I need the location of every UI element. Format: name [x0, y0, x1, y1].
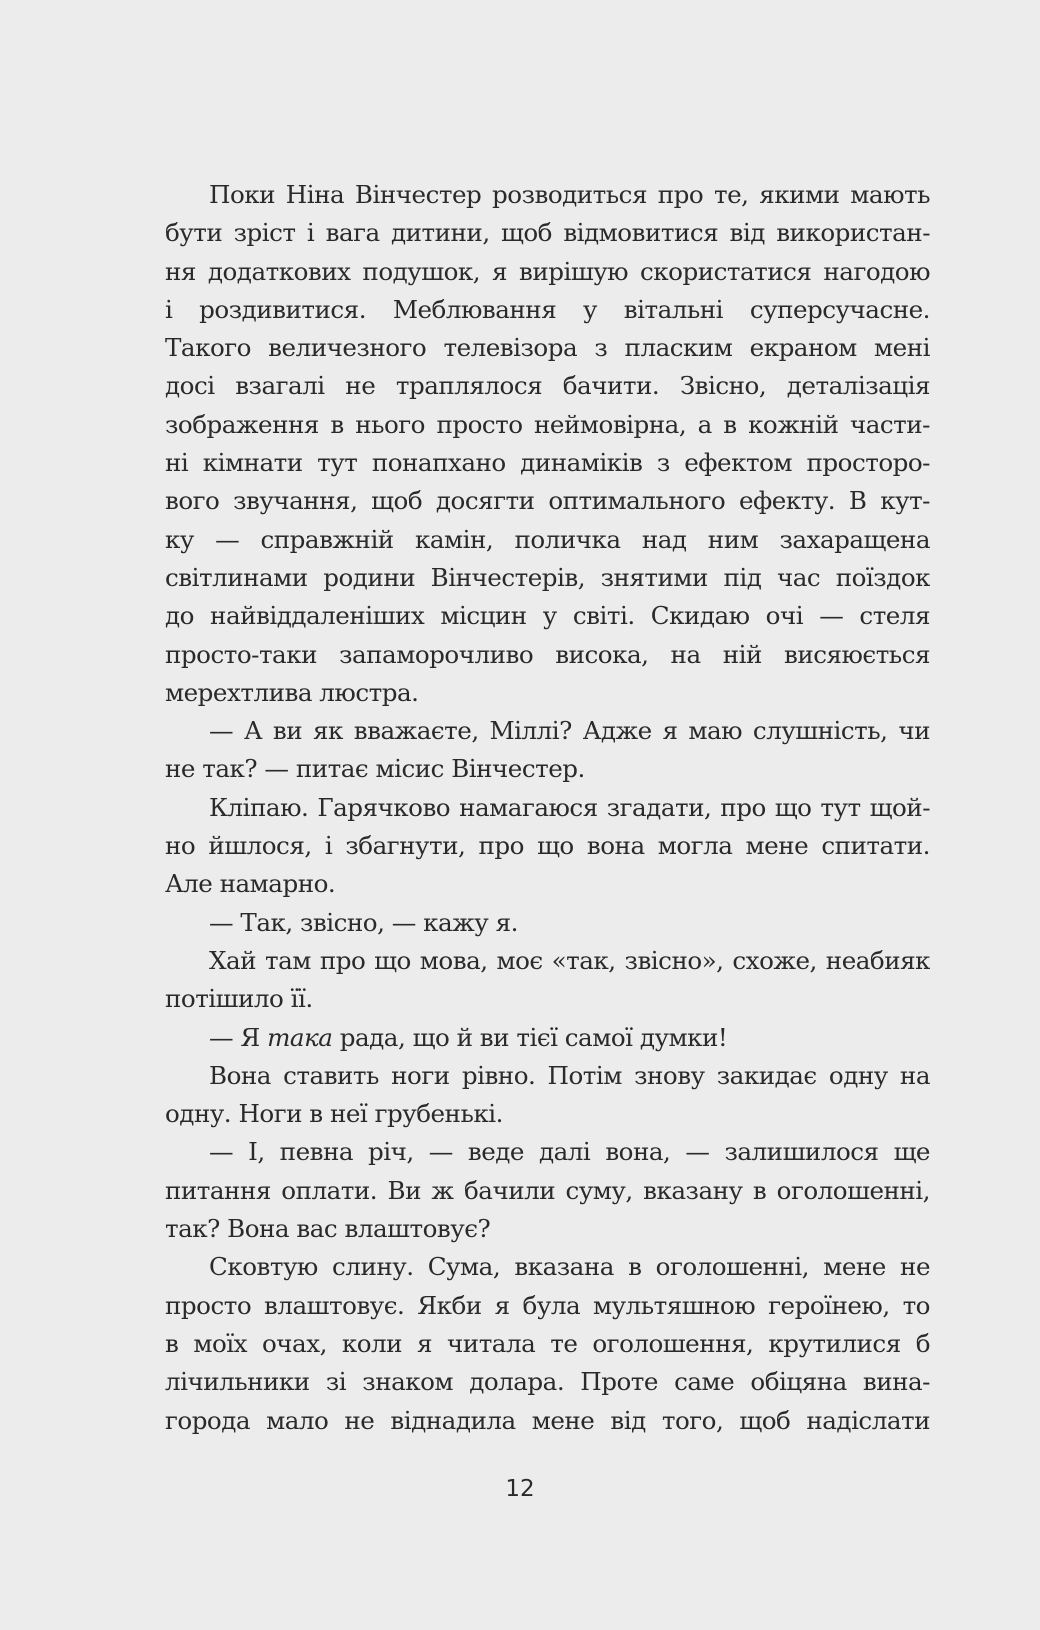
- text-line: ні кімнати тут понапхано динаміків з ефектом просторо-: [165, 448, 930, 478]
- text-fragment: рада, що й ви тієї самої думки!: [332, 1022, 728, 1052]
- text-line: просто-таки запаморочливо висока, на ній висяюється: [165, 639, 930, 669]
- text-line: просто влаштовує. Якби я була мультяшною героїнею, то: [165, 1290, 930, 1320]
- emphasis-text: така: [267, 1022, 333, 1052]
- text-line: Сковтую слину. Сума, вказана в оголошенні, мене не: [209, 1252, 930, 1282]
- text-line: зображення в нього просто неймовірна, а в кожній части-: [165, 409, 930, 439]
- text-line: ку — справжній камін, поличка над ним захаращена: [165, 524, 930, 554]
- text-line: — І, певна річ, — веде далі вона, — залишилося ще: [209, 1137, 930, 1167]
- text-line: вого звучання, щоб досягти оптимального ефекту. В кут-: [165, 486, 930, 516]
- text-line: Хай там про що мова, моє «так, звісно», схоже, неабияк: [209, 945, 930, 975]
- text-line: — А ви як вважаєте, Міллі? Адже я маю слушність, чи: [209, 716, 930, 746]
- text-line: Але намарно.: [165, 869, 336, 899]
- text-line: Вона ставить ноги рівно. Потім знову закидає одну на: [209, 1060, 930, 1090]
- text-line: досі взагалі не траплялося бачити. Звісно, деталізація: [165, 371, 930, 401]
- text-fragment: — Я: [209, 1022, 268, 1052]
- text-line: не так? — питає місис Вінчестер.: [165, 754, 585, 784]
- text-line: лічильники зі знаком долара. Проте саме обіцяна вина-: [165, 1367, 930, 1397]
- text-line: бути зріст і вага дитини, щоб відмовитися від використан-: [165, 218, 930, 248]
- text-line: Поки Ніна Вінчестер розводиться про те, якими мають: [209, 180, 930, 209]
- text-line: города мало не віднадила мене від того, щоб надіслати: [165, 1405, 930, 1435]
- text-line: одну. Ноги в неї грубенькі.: [165, 1099, 503, 1129]
- text-line: — Так, звісно, — кажу я.: [209, 907, 518, 937]
- text-line: мерехтлива люстра.: [165, 677, 419, 707]
- text-line: Такого величезного телевізора з пласким екраном мені: [165, 333, 930, 363]
- text-line: потішило її.: [165, 984, 313, 1014]
- text-line: но йшлося, і збагнути, про що вона могла мене спитати.: [165, 831, 930, 861]
- text-line: так? Вона вас влаштовує?: [165, 1214, 491, 1244]
- text-line: світлинами родини Вінчестерів, знятими під час поїздок: [165, 562, 930, 592]
- text-line: [165, 1019, 930, 1057]
- body-text: [165, 176, 930, 1440]
- text-line: питання оплати. Ви ж бачили суму, вказану в оголошенні,: [165, 1175, 930, 1205]
- text-line: Кліпаю. Гарячково намагаюся згадати, про що тут щой-: [209, 792, 930, 822]
- text-line: до найвіддаленіших місцин у світі. Скидаю очі — стеля: [165, 601, 930, 631]
- page-number: 12: [505, 1476, 535, 1502]
- text-line: в моїх очах, коли я читала те оголошення, крутилися б: [165, 1328, 930, 1358]
- text-line: ня додаткових подушок, я вирішую скористатися нагодою: [165, 256, 930, 286]
- text-line: і роздивитися. Меблювання у вітальні суперсучасне.: [165, 294, 930, 324]
